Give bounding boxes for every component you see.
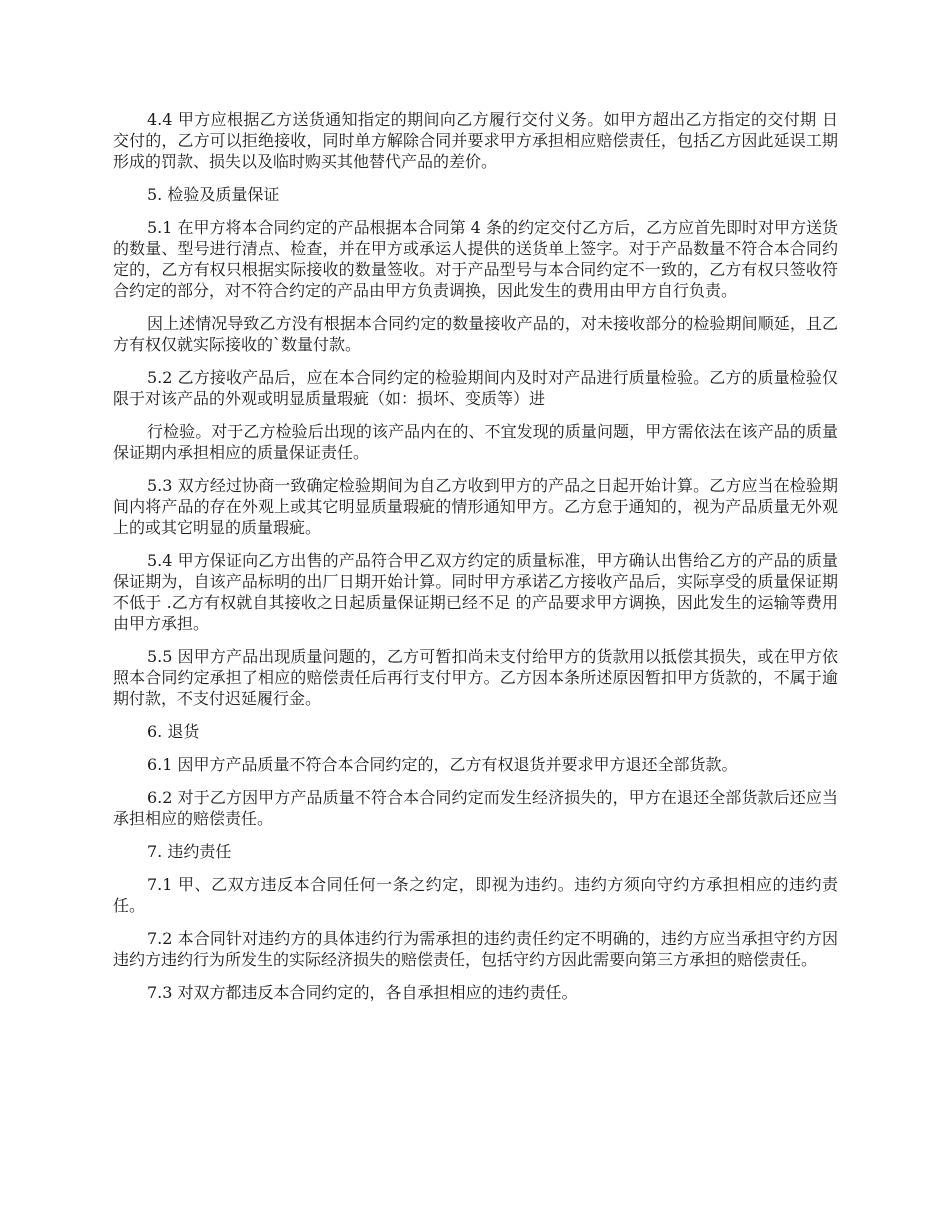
clause-5-5: 5.5 因甲方产品出现质量问题的，乙方可暂扣尚未支付给甲方的货款用以抵偿其损失，或在甲方依照本合同约定承担了相应的赔偿责任后再行支付甲方。乙方因本条所述原因暂扣甲方货款的，不属于逾期付款，不支付迟延履行金。 — [113, 647, 838, 708]
clause-5-1-continuation: 因上述情况导致乙方没有根据本合同约定的数量接收产品的，对未接收部分的检验期间顺延，且乙方有权仅就实际接收的`数量付款。 — [113, 314, 838, 354]
clause-7-1: 7.1 甲、乙双方违反本合同任何一条之约定，即视为违约。违约方须向守约方承担相应的违约责任。 — [113, 875, 838, 915]
clause-6-1: 6.1 因甲方产品质量不符合本合同约定的，乙方有权退货并要求甲方退还全部货款。 — [147, 755, 738, 774]
section-7-heading: 7. 违约责任 — [147, 842, 232, 861]
document-page — [113, 109, 838, 1015]
section-5-heading: 5. 检验及质量保证 — [147, 185, 280, 204]
clause-7-3: 7.3 对双方都违反本合同约定的，各自承担相应的违约责任。 — [147, 983, 578, 1002]
clause-6-2: 6.2 对于乙方因甲方产品质量不符合本合同约定而发生经济损失的，甲方在退还全部货款后还应当承担相应的赔偿责任。 — [113, 788, 838, 828]
section-6-heading: 6. 退货 — [147, 722, 200, 741]
clause-5-2: 5.2 乙方接收产品后，应在本合同约定的检验期间内及时对产品进行质量检验。乙方的质量检验仅限于对该产品的外观或明显质量瑕疵（如：损坏、变质等）进 — [113, 368, 838, 408]
clause-5-2-continuation: 行检验。对于乙方检验后出现的该产品内在的、不宜发现的质量问题，甲方需依法在该产品的质量保证期内承担相应的质量保证责任。 — [113, 422, 838, 462]
clause-4-4: 4.4 甲方应根据乙方送货通知指定的期间向乙方履行交付义务。如甲方超出乙方指定的交付期 日交付的，乙方可以拒绝接收，同时单方解除合同并要求甲方承担相应赔偿责任，包括乙方因此延误工期形成的罚款、损失以及临时购买其他替代产品的差价。 — [113, 110, 838, 171]
clause-5-4: 5.4 甲方保证向乙方出售的产品符合甲乙双方约定的质量标准，甲方确认出售给乙方的产品的质量保证期为，自该产品标明的出厂日期开始计算。同时甲方承诺乙方接收产品后，实际享受的质量保证期不低于 .乙方有权就自其接收之日起质量保证期已经不足 的产品要求甲方调换，因此发生的运输等费用由甲方承担。 — [113, 551, 838, 633]
clause-5-1: 5.1 在甲方将本合同约定的产品根据本合同第 4 条的约定交付乙方后，乙方应首先即时对甲方送货的数量、型号进行清点、检查，并在甲方或承运人提供的送货单上签字。对于产品数量不符合本合同约定的，乙方有权只根据实际接收的数量签收。对于产品型号与本合同约定不一致的，乙方有权只签收符合约定的部分，对不符合约定的产品由甲方负责调换，因此发生的费用由甲方自行负责。 — [113, 218, 838, 300]
clause-5-3: 5.3 双方经过协商一致确定检验期间为自乙方收到甲方的产品之日起开始计算。乙方应当在检验期间内将产品的存在外观上或其它明显质量瑕疵的情形通知甲方。乙方怠于通知的，视为产品质量无外观上的或其它明显的质量瑕疵。 — [113, 476, 838, 537]
clause-7-2: 7.2 本合同针对违约方的具体违约行为需承担的违约责任约定不明确的，违约方应当承担守约方因违约方违约行为所发生的实际经济损失的赔偿责任，包括守约方因此需要向第三方承担的赔偿责任。 — [113, 929, 838, 969]
